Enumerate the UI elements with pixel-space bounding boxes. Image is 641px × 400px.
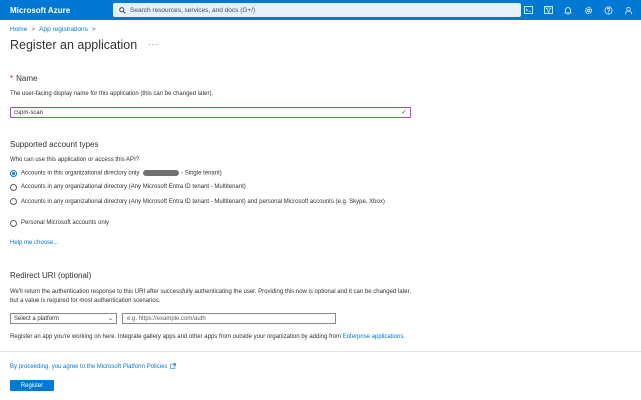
notifications-icon[interactable] (561, 3, 575, 17)
account-type-option-multitenant[interactable] (10, 184, 246, 191)
external-link-icon (170, 363, 176, 371)
option-label: Personal Microsoft accounts only (21, 220, 110, 226)
option-label (21, 170, 222, 177)
breadcrumb-separator: > (91, 26, 96, 33)
redirect-uri-heading: Redirect URI (optional) (10, 271, 92, 280)
breadcrumb-home[interactable]: Home (10, 26, 28, 33)
chevron-down-icon: ⌄ (107, 316, 113, 322)
breadcrumb-separator: > (31, 26, 36, 33)
option-label: Accounts in any organizational directory (Any Microsoft Entra ID tenant - Multitenant) and personal Microsoft accounts (e.g. Skype, Xbox) (21, 199, 385, 205)
name-field[interactable] (10, 107, 411, 118)
global-search-input[interactable] (113, 3, 521, 17)
option-label-after: - Single tenant) (181, 170, 222, 177)
platform-select-value: Select a platform (14, 315, 60, 322)
option-label-before: Accounts in this organizational directory only (21, 170, 140, 177)
portal-filter-icon[interactable] (541, 3, 555, 17)
account-types-question: Who can use this application or access this API? (10, 157, 140, 163)
option-label: Accounts in any organizational directory (Any Microsoft Entra ID tenant - Multitenant) (21, 184, 246, 190)
terminal-icon[interactable] (521, 3, 535, 17)
radio-icon[interactable] (10, 184, 17, 191)
name-field-value: cspm-scan (14, 109, 44, 116)
help-me-choose-link[interactable]: Help me choose... (10, 240, 59, 246)
redirect-uri-input[interactable] (122, 313, 336, 324)
redirect-uri-description: We'll return the authentication response to this URI after successfully authenticating the user. Providing this now is optional and it can be changed later, but a value is required for most authentication scenarios. (10, 289, 411, 304)
account-type-option-multitenant-personal[interactable] (10, 198, 410, 207)
account-types-heading: Supported account types (10, 140, 99, 149)
required-mark: * (10, 74, 14, 83)
breadcrumb-app-registrations[interactable]: App registrations (39, 26, 88, 33)
radio-selected-icon[interactable] (10, 170, 17, 177)
register-note-suffix: . (403, 334, 406, 340)
register-note-text: Register an app you're working on here. Integrate gallery apps and other apps from outside your organization by adding from (10, 334, 342, 340)
valid-check-icon: ✓ (401, 109, 407, 116)
platform-policies-text: By proceeding, you agree to the Microsoft Platform Policies (10, 364, 168, 370)
platform-select[interactable] (10, 313, 117, 324)
more-options-icon[interactable]: ··· (148, 40, 159, 49)
top-bar (0, 0, 641, 20)
enterprise-applications-link[interactable]: Enterprise applications (342, 334, 404, 340)
name-label-text: Name (16, 74, 38, 83)
name-label (10, 74, 37, 83)
search-icon (118, 6, 126, 14)
help-icon[interactable] (601, 3, 615, 17)
feedback-icon[interactable] (621, 3, 635, 17)
redacted-tenant-name (143, 170, 179, 176)
platform-policies-link[interactable] (10, 363, 176, 371)
register-button[interactable]: Register (10, 380, 54, 391)
redirect-uri-placeholder: e.g. https://example.com/auth (127, 315, 206, 322)
register-note (10, 334, 405, 340)
settings-icon[interactable] (581, 3, 595, 17)
breadcrumb (10, 26, 96, 33)
radio-icon[interactable] (10, 198, 17, 205)
brand-label[interactable]: Microsoft Azure (10, 5, 71, 15)
search-placeholder: Search resources, services, and docs (G+/) (130, 6, 256, 14)
footer-divider (0, 351, 641, 352)
radio-icon[interactable] (10, 220, 17, 227)
account-type-option-single-tenant[interactable] (10, 170, 222, 177)
account-type-option-personal[interactable] (10, 220, 109, 227)
page-title: Register an application (10, 38, 138, 52)
name-description: The user-facing display name for this application (this can be changed later). (10, 91, 214, 97)
